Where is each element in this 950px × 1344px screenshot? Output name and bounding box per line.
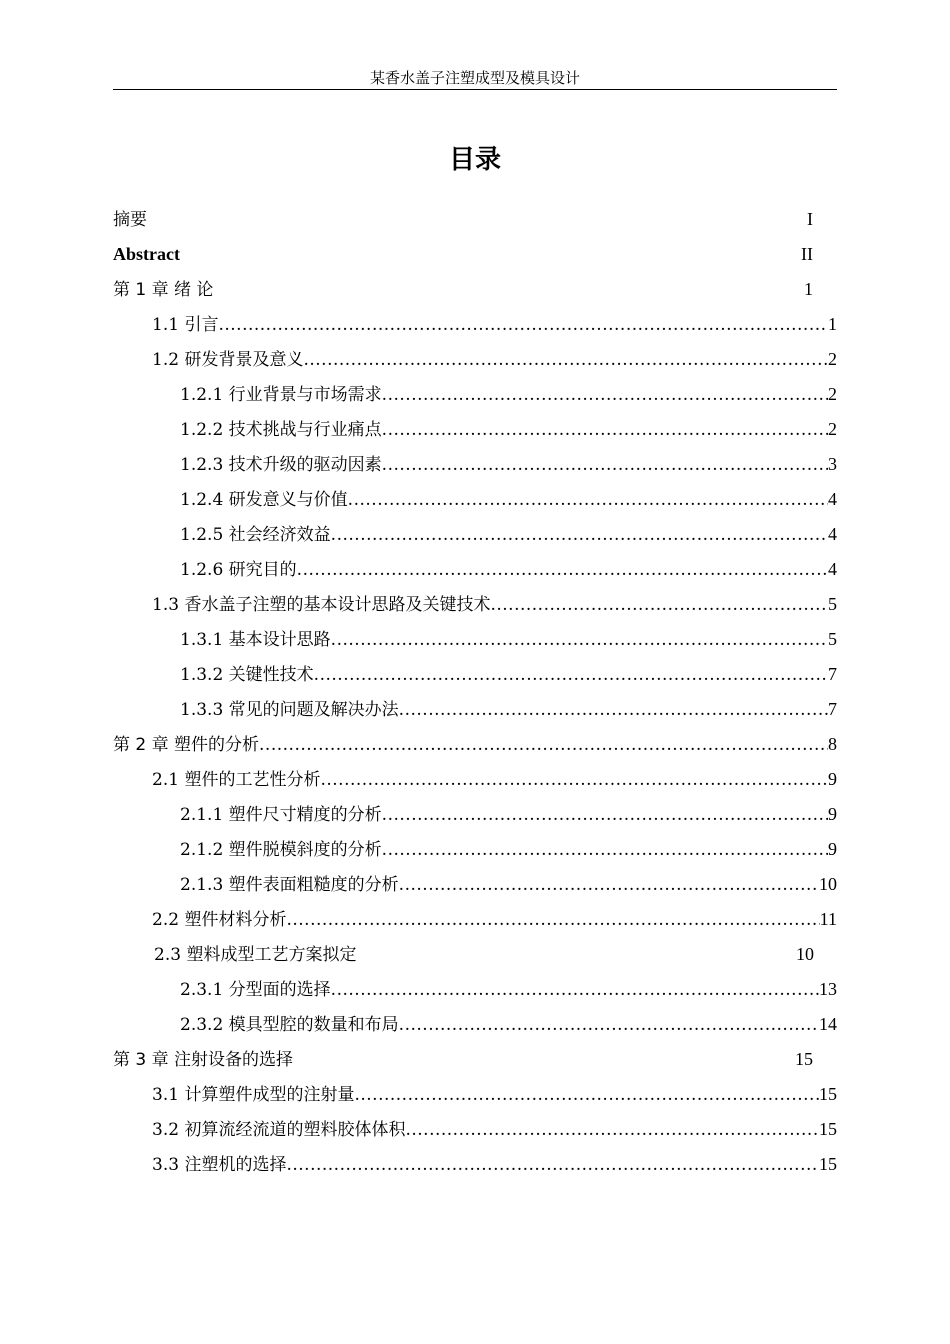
toc-entry[interactable] xyxy=(152,1112,837,1147)
toc-entry-label: 1.3.3 常见的问题及解决办法 xyxy=(180,700,399,720)
toc-entry-label: 3.1 计算塑件成型的注射量 xyxy=(152,1085,355,1105)
toc-entry-label: 摘要 xyxy=(113,210,147,230)
toc-leader-dots xyxy=(286,1148,819,1183)
running-header: 某香水盖子注塑成型及模具设计 xyxy=(113,68,837,90)
toc-entry[interactable] xyxy=(154,937,814,972)
toc-title: 目录 xyxy=(448,145,501,175)
toc-entry-page: 8 xyxy=(828,734,837,754)
toc-entry-label: 1.2 研发背景及意义 xyxy=(152,350,304,370)
toc-entry[interactable] xyxy=(152,1077,837,1112)
toc-entry[interactable] xyxy=(113,727,837,762)
toc-entry-page: 10 xyxy=(819,874,837,894)
toc-entry-label: 1.3.2 关键性技术 xyxy=(180,665,314,685)
toc-entry-label: 1.2.6 研究目的 xyxy=(180,560,297,580)
toc-entry-label: 2.1.2 塑件脱模斜度的分析 xyxy=(180,840,382,860)
toc-entry[interactable] xyxy=(180,482,837,517)
toc-entry-label: 2.1.1 塑件尺寸精度的分析 xyxy=(180,805,382,825)
toc-entry-page: II xyxy=(801,244,813,264)
toc-leader-dots xyxy=(405,1113,819,1148)
toc-entry-label: 3.2 初算流经流道的塑料胶体体积 xyxy=(152,1120,406,1140)
toc-entry-page: 4 xyxy=(828,559,837,579)
toc-leader-dots xyxy=(348,483,828,518)
toc-entry[interactable] xyxy=(152,902,837,937)
toc-entry-page: 9 xyxy=(828,804,837,824)
toc-entry[interactable] xyxy=(180,657,837,692)
toc-leader-dots xyxy=(399,1008,819,1043)
toc-entry-label: 2.3.2 模具型腔的数量和布局 xyxy=(180,1015,399,1035)
toc-entry-label: 2.3 塑料成型工艺方案拟定 xyxy=(154,945,357,965)
toc-entry-label: 第 2 章 塑件的分析 xyxy=(113,735,260,755)
toc-entry[interactable] xyxy=(180,377,837,412)
toc-entry[interactable] xyxy=(180,797,837,832)
toc-entry-page: 5 xyxy=(828,629,837,649)
toc-entry[interactable] xyxy=(152,1147,837,1182)
toc-leader-dots xyxy=(382,448,828,483)
toc-entry-page: 1 xyxy=(804,279,813,299)
toc-entry[interactable] xyxy=(113,237,837,272)
toc-entry[interactable] xyxy=(180,832,837,867)
toc-entry[interactable] xyxy=(152,587,837,622)
toc-entry[interactable] xyxy=(113,1042,837,1077)
toc-entry-page: 11 xyxy=(819,909,837,929)
toc-entry-page: 10 xyxy=(796,944,814,964)
toc-leader-dots xyxy=(286,903,819,938)
toc-entry-label: 2.3.1 分型面的选择 xyxy=(180,980,331,1000)
toc-leader-dots xyxy=(314,658,828,693)
toc-entry[interactable] xyxy=(113,202,837,237)
toc-entry[interactable] xyxy=(180,867,837,902)
toc-entry-label: 2.1.3 塑件表面粗糙度的分析 xyxy=(180,875,399,895)
toc-entry[interactable] xyxy=(152,342,837,377)
toc-entry-page: 13 xyxy=(819,979,837,999)
toc-entry-label: 1.3 香水盖子注塑的基本设计思路及关键技术 xyxy=(152,595,491,615)
toc-leader-dots xyxy=(259,728,828,763)
toc-leader-dots xyxy=(331,623,828,658)
toc-entry-label: 1.2.1 行业背景与市场需求 xyxy=(180,385,382,405)
toc-entry[interactable] xyxy=(180,1007,837,1042)
toc-leader-dots xyxy=(331,973,819,1008)
toc-leader-dots xyxy=(490,588,828,623)
toc-entry-page: I xyxy=(807,209,813,229)
toc-entry-page: 1 xyxy=(828,314,837,334)
toc-entry-page: 14 xyxy=(819,1014,837,1034)
toc-entry-label: 3.3 注塑机的选择 xyxy=(152,1155,287,1175)
toc-entry-page: 2 xyxy=(828,419,837,439)
toc-entry-page: 15 xyxy=(819,1154,837,1174)
toc-leader-dots xyxy=(218,308,828,343)
toc-entry-page: 15 xyxy=(795,1049,813,1069)
toc-entry-label: 第 3 章 注射设备的选择 xyxy=(113,1050,294,1070)
toc-entry-label: 1.2.4 研发意义与价值 xyxy=(180,490,348,510)
toc-entry-page: 15 xyxy=(819,1084,837,1104)
toc-leader-dots xyxy=(382,413,828,448)
toc-entry-page: 2 xyxy=(828,349,837,369)
toc-entry-label: 2.1 塑件的工艺性分析 xyxy=(152,770,321,790)
toc-entry-page: 15 xyxy=(819,1119,837,1139)
toc-leader-dots xyxy=(382,833,828,868)
toc-entry-label: Abstract xyxy=(113,244,180,264)
toc-entry[interactable] xyxy=(180,622,837,657)
toc-entry-page: 5 xyxy=(828,594,837,614)
toc-entry[interactable] xyxy=(180,972,837,1007)
toc-leader-dots xyxy=(303,343,828,378)
toc-leader-dots xyxy=(354,1078,819,1113)
toc-entry[interactable] xyxy=(180,412,837,447)
toc-leader-dots xyxy=(382,378,828,413)
toc-entry-page: 9 xyxy=(828,839,837,859)
toc-entry-label: 第 1 章 绪 论 xyxy=(113,280,214,300)
toc-entry-page: 9 xyxy=(828,769,837,789)
toc-entry-label: 1.2.5 社会经济效益 xyxy=(180,525,331,545)
toc-entry-label: 1.1 引言 xyxy=(152,315,219,335)
toc-leader-dots xyxy=(331,518,828,553)
toc-entry-label: 2.2 塑件材料分析 xyxy=(152,910,287,930)
toc-entry-page: 3 xyxy=(828,454,837,474)
toc-entry-label: 1.2.3 技术升级的驱动因素 xyxy=(180,455,382,475)
toc-entry[interactable] xyxy=(152,762,837,797)
toc-entry[interactable] xyxy=(113,272,837,307)
toc-entry-page: 4 xyxy=(828,489,837,509)
toc-leader-dots xyxy=(320,763,828,798)
toc-leader-dots xyxy=(399,868,819,903)
toc-entry-page: 7 xyxy=(828,664,837,684)
toc-entry[interactable] xyxy=(180,552,837,587)
toc-entry-page: 7 xyxy=(828,699,837,719)
toc-entry-label: 1.3.1 基本设计思路 xyxy=(180,630,331,650)
toc-leader-dots xyxy=(297,553,828,588)
toc-entry[interactable] xyxy=(180,517,837,552)
toc-leader-dots xyxy=(399,693,828,728)
toc-entry[interactable] xyxy=(180,447,837,482)
toc-entry[interactable] xyxy=(180,692,837,727)
toc-entry-page: 4 xyxy=(828,524,837,544)
toc-entry-label: 1.2.2 技术挑战与行业痛点 xyxy=(180,420,382,440)
toc-leader-dots xyxy=(382,798,828,833)
toc-entry[interactable] xyxy=(152,307,837,342)
toc-entry-page: 2 xyxy=(828,384,837,404)
